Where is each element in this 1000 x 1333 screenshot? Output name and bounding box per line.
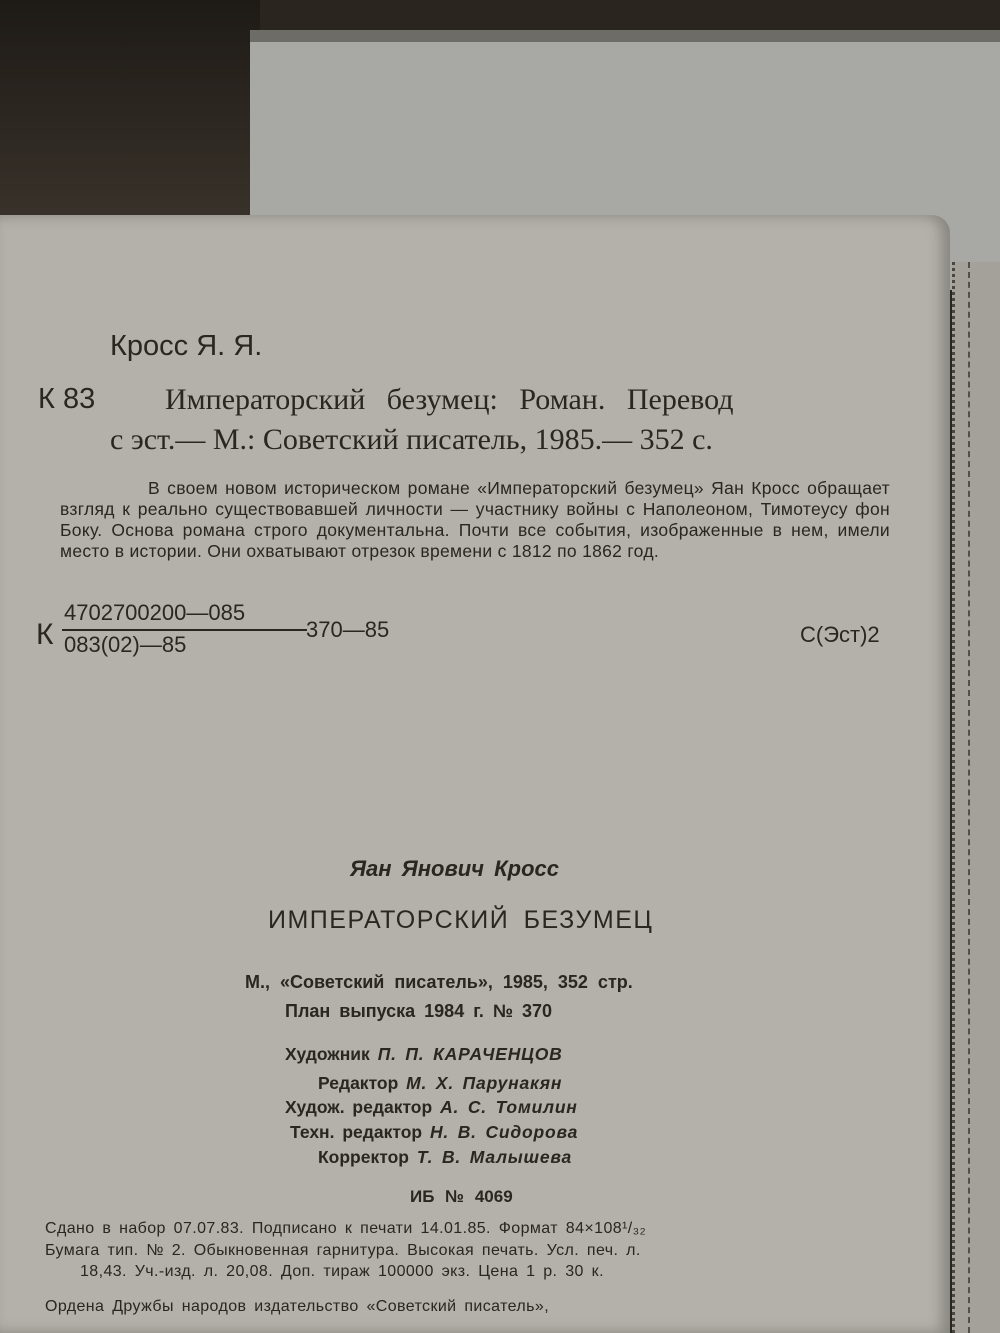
formula-fraction-line: [62, 629, 307, 631]
credit-role: Худож. редактор: [285, 1097, 433, 1117]
credit-name: Н. В. Сидорова: [429, 1122, 579, 1142]
colophon-author: Яан Янович Кросс: [350, 856, 559, 881]
catalog-author-heading: Кросс Я. Я.: [110, 330, 263, 362]
formula-suffix: 370—85: [306, 617, 390, 642]
credit-tech-editor: [290, 1122, 578, 1143]
credit-role: Художник: [285, 1044, 370, 1064]
background-dark-surface: [0, 0, 260, 230]
catalog-abstract: В своем новом историческом романе «Императорский безумец» Яан Кросс обращает взгляд к реально существовавшей личности — участнику войны с Наполеоном, Тимотеусу фон Боку. Основа романа строго документальна. Почти все события, изображенные в нем, имели место в истории. Они охватывают отрезок времени с 1812 по 1862 год.: [60, 478, 890, 561]
imprint-line-3: 18,43. Уч.-изд. л. 20,08. Доп. тираж 100000 экз. Цена 1 р. 30 к.: [80, 1263, 604, 1280]
colophon-plan: План выпуска 1984 г. № 370: [285, 1001, 552, 1021]
page-perforation: [968, 262, 974, 1333]
imprint-line-2: Бумага тип. № 2. Обыкновенная гарнитура. Высокая печать. Усл. печ. л.: [45, 1242, 641, 1259]
credit-role: Редактор: [318, 1073, 399, 1093]
formula-denominator: 083(02)—85: [64, 632, 187, 657]
background-box-edge: [250, 30, 1000, 42]
credit-name: М. Х. Парунакян: [406, 1073, 563, 1093]
credit-name: А. С. Томилин: [440, 1097, 578, 1117]
credit-name: П. П. КАРАЧЕНЦОВ: [377, 1044, 563, 1064]
catalog-bib-line-2: с эст.— М.: Советский писатель, 1985.— 352 с.: [110, 423, 713, 456]
formula-numerator: 4702700200—085: [64, 600, 246, 625]
catalog-index-code: К 83: [38, 383, 96, 415]
classification-code: С(Эст)2: [800, 622, 880, 647]
colophon-title: ИМПЕРАТОРСКИЙ БЕЗУМЕЦ: [268, 906, 654, 934]
imprint-line-4: Ордена Дружбы народов издательство «Советский писатель»,: [45, 1298, 550, 1315]
credit-proofreader: [318, 1147, 572, 1168]
colophon-publication: М., «Советский писатель», 1985, 352 стр.: [245, 972, 633, 992]
credit-artist: [285, 1044, 563, 1065]
catalog-bib-line-1: Императорский безумец: Роман. Перевод: [165, 383, 734, 416]
formula-letter: К: [36, 618, 54, 651]
credit-editor: [318, 1073, 562, 1094]
credit-role: Техн. редактор: [290, 1122, 423, 1142]
adjacent-page-edge: [952, 262, 1000, 1333]
credit-art-editor: [285, 1097, 578, 1118]
imprint-line-1: Сдано в набор 07.07.83. Подписано к печати 14.01.85. Формат 84×108¹/₃₂: [45, 1220, 647, 1237]
ib-number: ИБ № 4069: [410, 1187, 513, 1206]
credit-role: Корректор: [318, 1147, 409, 1167]
credit-name: Т. В. Малышева: [416, 1147, 573, 1167]
